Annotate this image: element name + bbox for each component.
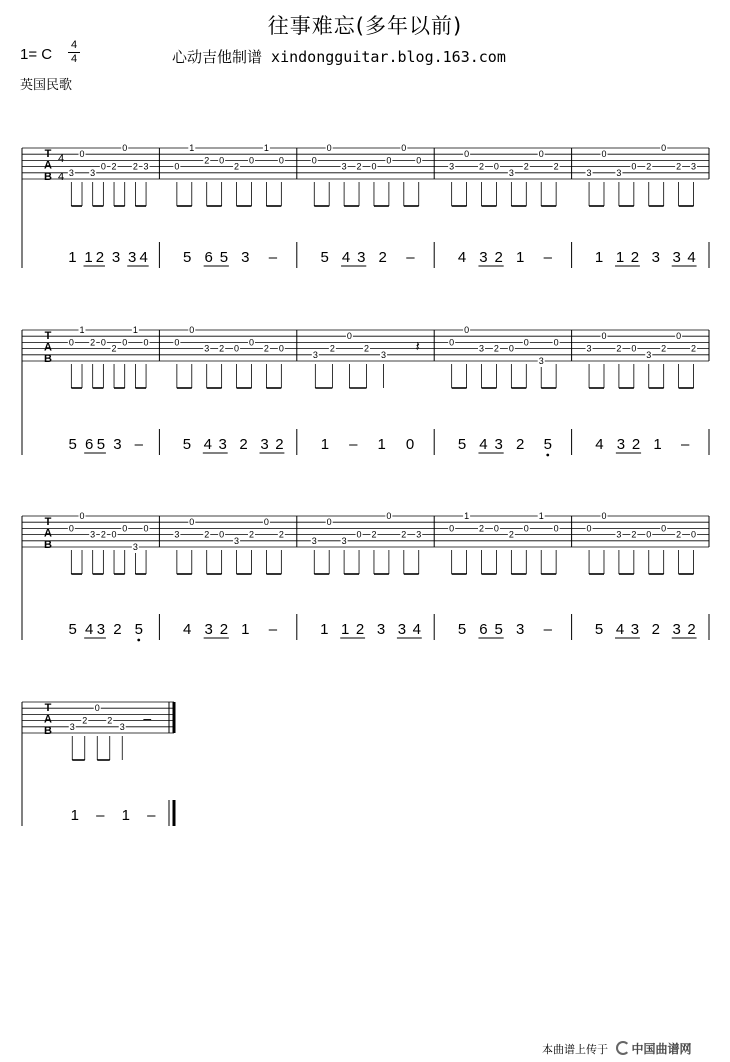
fret-number: 2 bbox=[329, 343, 335, 354]
jianpu-note: 1 bbox=[68, 249, 77, 266]
fret-number: 2 bbox=[508, 529, 514, 540]
fret-number: 0 bbox=[449, 337, 455, 348]
fret-number: 3 bbox=[616, 529, 622, 540]
jianpu-note: 1 bbox=[320, 621, 329, 638]
jianpu-note: 1 bbox=[241, 621, 250, 638]
jianpu-dash: – bbox=[680, 436, 690, 453]
jianpu-note: 4 bbox=[595, 436, 604, 453]
fret-number: 0 bbox=[464, 325, 470, 335]
fret-number: 3 bbox=[449, 161, 455, 172]
fret-number: 3 bbox=[69, 721, 75, 732]
fret-number: 3 bbox=[479, 343, 485, 354]
fret-number: 0 bbox=[386, 511, 392, 521]
fret-number: 2 bbox=[82, 715, 88, 726]
fret-number: 0 bbox=[326, 517, 332, 528]
fret-number: 0 bbox=[601, 331, 607, 342]
jianpu-note: 3 bbox=[376, 621, 386, 638]
fret-number: 0 bbox=[416, 155, 422, 166]
jianpu-note: 2 bbox=[355, 621, 365, 638]
fret-number: 0 bbox=[248, 337, 254, 348]
jianpu-note: 5 bbox=[494, 621, 503, 638]
jianpu-note: 3 bbox=[357, 249, 366, 266]
fret-number: 0 bbox=[143, 523, 149, 534]
fret-number: 3 bbox=[508, 167, 514, 178]
fret-number: 0 bbox=[661, 143, 667, 153]
fret-number: 0 bbox=[111, 529, 117, 540]
jianpu-note: 2 bbox=[219, 621, 229, 638]
fret-number: 0 bbox=[401, 143, 407, 153]
fret-number: 2 bbox=[248, 529, 254, 540]
tab-time-top: 4 bbox=[57, 153, 65, 165]
fret-number: 2 bbox=[479, 161, 485, 172]
fret-number: 0 bbox=[122, 337, 128, 348]
jianpu-note: 3 bbox=[397, 621, 407, 638]
fret-number: 0 bbox=[94, 703, 100, 714]
logo-mark-icon bbox=[616, 1041, 630, 1055]
jianpu-note: 3 bbox=[672, 249, 681, 266]
fret-number: 2 bbox=[401, 529, 407, 540]
fret-number: 0 bbox=[234, 343, 240, 354]
jianpu-note: 1 bbox=[70, 807, 79, 824]
fret-number: 0 bbox=[601, 511, 607, 521]
fret-number: 2 bbox=[234, 161, 240, 172]
jianpu-note: 4 bbox=[615, 621, 625, 638]
jianpu-note: 3 bbox=[111, 249, 121, 266]
fret-number: 0 bbox=[79, 511, 85, 521]
fret-number: 3 bbox=[132, 542, 138, 552]
fret-number: 0 bbox=[523, 523, 529, 534]
fret-number: 3 bbox=[586, 343, 592, 354]
jianpu-note: 4 bbox=[139, 249, 148, 266]
jianpu-note: 3 bbox=[616, 436, 626, 453]
jianpu-note: 2 bbox=[239, 436, 248, 453]
fret-number: 0 bbox=[586, 523, 592, 534]
jianpu-note: 1 bbox=[615, 249, 625, 266]
tab-clef-letter: T bbox=[44, 330, 52, 342]
jianpu-note: 2 bbox=[275, 436, 284, 453]
credit-site: xindongguitar.blog.163.com bbox=[271, 48, 506, 66]
fret-number: 2 bbox=[363, 343, 370, 354]
tab-clef-letter: B bbox=[44, 539, 52, 551]
fret-number: 3 bbox=[174, 529, 180, 540]
tab-clef-letter: A bbox=[44, 713, 52, 726]
fret-number: 2 bbox=[676, 529, 682, 540]
fret-number: 0 bbox=[219, 529, 225, 540]
jianpu-dash: – bbox=[543, 621, 552, 638]
fret-number: 3 bbox=[119, 721, 125, 732]
jianpu-note: 4 bbox=[183, 621, 192, 638]
jianpu-note: 3 bbox=[113, 436, 122, 453]
jianpu-note: 3 bbox=[515, 621, 525, 638]
fret-number: 0 bbox=[553, 337, 559, 348]
fret-number: 2 bbox=[132, 161, 138, 172]
jianpu-low-dot bbox=[546, 454, 549, 457]
footer bbox=[542, 1040, 692, 1057]
fret-number: 3 bbox=[143, 161, 149, 172]
credit-arranger: 心动吉他制谱 bbox=[172, 48, 263, 66]
tab-rest: 𝄽 bbox=[415, 338, 420, 355]
fret-number: 2 bbox=[263, 343, 269, 354]
jianpu-note: 2 bbox=[630, 249, 640, 266]
fret-number: 0 bbox=[122, 523, 128, 534]
fret-number: 0 bbox=[174, 161, 180, 172]
fret-number: 0 bbox=[508, 343, 514, 354]
jianpu-note: 5 bbox=[68, 621, 77, 638]
fret-number: 1 bbox=[263, 143, 269, 153]
fret-number: 0 bbox=[311, 155, 317, 166]
key-signature: 1= C bbox=[20, 46, 53, 63]
jianpu-note: 5 bbox=[68, 436, 77, 453]
fret-number: 0 bbox=[263, 517, 269, 528]
jianpu-note: 5 bbox=[457, 621, 467, 638]
time-signature-top: 4 bbox=[70, 39, 78, 51]
fret-number: 3 bbox=[341, 535, 347, 546]
jianpu-note: 2 bbox=[95, 249, 105, 266]
jianpu-note: 2 bbox=[494, 249, 503, 266]
fret-number: 3 bbox=[90, 167, 96, 178]
fret-number: 0 bbox=[278, 155, 284, 166]
fret-number: 2 bbox=[219, 343, 225, 354]
tab-clef-letter: B bbox=[44, 171, 52, 183]
fret-number: 2 bbox=[90, 337, 96, 348]
fret-number: 1 bbox=[79, 325, 85, 335]
fret-number: 1 bbox=[464, 511, 470, 521]
fret-number: 0 bbox=[523, 337, 529, 348]
fret-number: 0 bbox=[553, 523, 559, 534]
jianpu-low-dot bbox=[137, 639, 140, 642]
jianpu-note: 1 bbox=[320, 436, 330, 453]
fret-number: 2 bbox=[204, 529, 210, 540]
tab-clef-letter: B bbox=[44, 725, 52, 737]
fret-number: 0 bbox=[356, 529, 362, 540]
jianpu-note: 3 bbox=[494, 436, 503, 453]
fret-number: 2 bbox=[661, 343, 667, 354]
fret-number: 0 bbox=[248, 155, 254, 166]
tab-clef-letter: A bbox=[44, 159, 52, 172]
fret-number: 0 bbox=[661, 523, 667, 534]
fret-number: 0 bbox=[68, 523, 74, 534]
jianpu-note: 3 bbox=[218, 436, 227, 453]
jianpu-note: 5 bbox=[457, 436, 467, 453]
tab-clef-letter: B bbox=[44, 353, 52, 365]
song-origin: 英国民歌 bbox=[20, 78, 73, 93]
fret-number: 0 bbox=[189, 325, 195, 335]
fret-number: 2 bbox=[356, 161, 362, 172]
tab-time-bottom: 4 bbox=[57, 171, 65, 183]
jianpu-dash: – bbox=[96, 807, 105, 824]
fret-number: 3 bbox=[586, 167, 592, 178]
jianpu-note: 6 bbox=[479, 621, 488, 638]
fret-number: 0 bbox=[676, 331, 682, 342]
fret-number: 2 bbox=[204, 155, 210, 166]
fret-number: 0 bbox=[538, 149, 544, 160]
fret-number: 3 bbox=[646, 349, 652, 360]
fret-number: 3 bbox=[311, 535, 317, 546]
fret-number: 0 bbox=[100, 337, 106, 348]
jianpu-note: 3 bbox=[479, 249, 488, 266]
site-logo bbox=[616, 1040, 692, 1057]
jianpu-note: 2 bbox=[651, 621, 660, 638]
fret-number: 0 bbox=[601, 149, 607, 160]
jianpu-note: 1 bbox=[653, 436, 662, 453]
jianpu-note: 1 bbox=[377, 436, 386, 453]
fret-number: 0 bbox=[371, 161, 377, 172]
jianpu-dash: – bbox=[349, 436, 358, 453]
fret-number: 0 bbox=[631, 343, 637, 354]
fret-number: 1 bbox=[538, 511, 544, 521]
fret-number: 3 bbox=[90, 529, 96, 540]
jianpu-note: 3 bbox=[260, 436, 269, 453]
jianpu-note: 2 bbox=[378, 249, 387, 266]
jianpu-note: 6 bbox=[204, 249, 213, 266]
fret-number: 2 bbox=[523, 161, 529, 172]
fret-number: 3 bbox=[204, 343, 210, 354]
fret-number: 0 bbox=[646, 529, 652, 540]
jianpu-dash: – bbox=[147, 807, 156, 824]
fret-number: 3 bbox=[538, 356, 544, 366]
fret-number: 0 bbox=[449, 523, 455, 534]
jianpu-dash: – bbox=[134, 436, 143, 453]
fret-number: 0 bbox=[174, 337, 180, 348]
jianpu-note: 1 bbox=[121, 807, 130, 824]
jianpu-note: 2 bbox=[515, 436, 525, 453]
fret-number: 2 bbox=[107, 715, 113, 726]
fret-number: 3 bbox=[312, 349, 318, 360]
fret-number: 0 bbox=[189, 517, 195, 528]
fret-number: 2 bbox=[691, 343, 697, 354]
fret-number: 3 bbox=[381, 349, 387, 360]
jianpu-note: 2 bbox=[631, 436, 641, 453]
site-logo-text: 中国曲谱网 bbox=[631, 1042, 692, 1056]
fret-number: 2 bbox=[100, 529, 106, 540]
fret-number: 3 bbox=[416, 529, 422, 540]
jianpu-note: 2 bbox=[113, 621, 122, 638]
jianpu-note: 3 bbox=[96, 621, 106, 638]
fret-number: 3 bbox=[68, 167, 74, 178]
jianpu-note: 3 bbox=[128, 249, 137, 266]
jianpu-dash: – bbox=[268, 621, 278, 638]
fret-number: 2 bbox=[111, 161, 117, 172]
jianpu-note: 4 bbox=[341, 249, 351, 266]
fret-number: 2 bbox=[631, 529, 637, 540]
jianpu-note: 5 bbox=[134, 621, 143, 638]
fret-number: 1 bbox=[189, 143, 195, 153]
fret-number: 2 bbox=[493, 343, 499, 354]
fret-number: 0 bbox=[691, 529, 697, 540]
jianpu-note: 1 bbox=[594, 249, 604, 266]
fret-number: 2 bbox=[111, 343, 117, 354]
jianpu-note: 4 bbox=[85, 621, 94, 638]
tab-clef-letter: T bbox=[44, 516, 52, 528]
tab-clef-letter: T bbox=[44, 702, 52, 714]
fret-number: 3 bbox=[341, 161, 347, 172]
tab-clef-letter: A bbox=[44, 341, 52, 354]
fret-number: 0 bbox=[386, 155, 392, 166]
fret-number: 3 bbox=[691, 161, 697, 172]
jianpu-note: 3 bbox=[630, 621, 640, 638]
fret-number: 3 bbox=[234, 535, 240, 546]
jianpu-note: 4 bbox=[412, 621, 421, 638]
jianpu-dash: – bbox=[543, 249, 552, 266]
tab-clef-letter: T bbox=[44, 148, 52, 160]
fret-number: 2 bbox=[616, 343, 622, 354]
jianpu-note: 0 bbox=[405, 436, 415, 453]
jianpu-note: 1 bbox=[84, 249, 93, 266]
fret-number: 2 bbox=[371, 529, 377, 540]
jianpu-note: 3 bbox=[204, 621, 213, 638]
fret-number: 0 bbox=[278, 343, 284, 354]
jianpu-note: 5 bbox=[320, 249, 329, 266]
fret-number: 0 bbox=[219, 155, 225, 166]
tab-rest: – bbox=[143, 710, 152, 727]
jianpu-dash: – bbox=[406, 249, 415, 266]
jianpu-note: 1 bbox=[341, 621, 350, 638]
fret-number: 0 bbox=[326, 143, 332, 153]
tab-clef-letter: A bbox=[44, 527, 52, 540]
fret-number: 2 bbox=[676, 161, 682, 172]
fret-number: 0 bbox=[346, 331, 352, 342]
fret-number: 0 bbox=[464, 149, 470, 160]
fret-number: 0 bbox=[143, 337, 149, 348]
jianpu-dash: – bbox=[268, 249, 278, 266]
jianpu-note: 5 bbox=[96, 436, 106, 453]
jianpu-note: 5 bbox=[594, 621, 604, 638]
jianpu-note: 2 bbox=[687, 621, 696, 638]
jianpu-note: 4 bbox=[687, 249, 696, 266]
fret-number: 1 bbox=[132, 325, 138, 335]
jianpu-note: 4 bbox=[457, 249, 467, 266]
jianpu-note: 3 bbox=[651, 249, 660, 266]
time-signature-bottom: 4 bbox=[70, 53, 78, 65]
jianpu-note: 1 bbox=[515, 249, 525, 266]
fret-number: 2 bbox=[646, 161, 652, 172]
fret-number: 0 bbox=[493, 161, 499, 172]
page-title: 往事难忘(多年以前) bbox=[267, 14, 463, 38]
jianpu-note: 5 bbox=[543, 436, 552, 453]
jianpu-note: 3 bbox=[672, 621, 681, 638]
fret-number: 0 bbox=[68, 337, 74, 348]
fret-number: 0 bbox=[122, 143, 128, 153]
fret-number: 2 bbox=[553, 161, 559, 172]
jianpu-note: 4 bbox=[479, 436, 488, 453]
footer-text: 本曲谱上传于 bbox=[542, 1043, 608, 1056]
fret-number: 3 bbox=[616, 167, 622, 178]
fret-number: 0 bbox=[631, 161, 637, 172]
jianpu-note: 5 bbox=[183, 249, 192, 266]
fret-number: 0 bbox=[100, 161, 106, 172]
jianpu-note: 6 bbox=[85, 436, 94, 453]
fret-number: 0 bbox=[79, 149, 85, 160]
jianpu-note: 4 bbox=[203, 436, 212, 453]
jianpu-note: 5 bbox=[182, 436, 192, 453]
fret-number: 0 bbox=[493, 523, 499, 534]
fret-number: 2 bbox=[278, 529, 284, 540]
jianpu-note: 5 bbox=[219, 249, 229, 266]
fret-number: 2 bbox=[479, 523, 485, 534]
jianpu-note: 3 bbox=[241, 249, 250, 266]
